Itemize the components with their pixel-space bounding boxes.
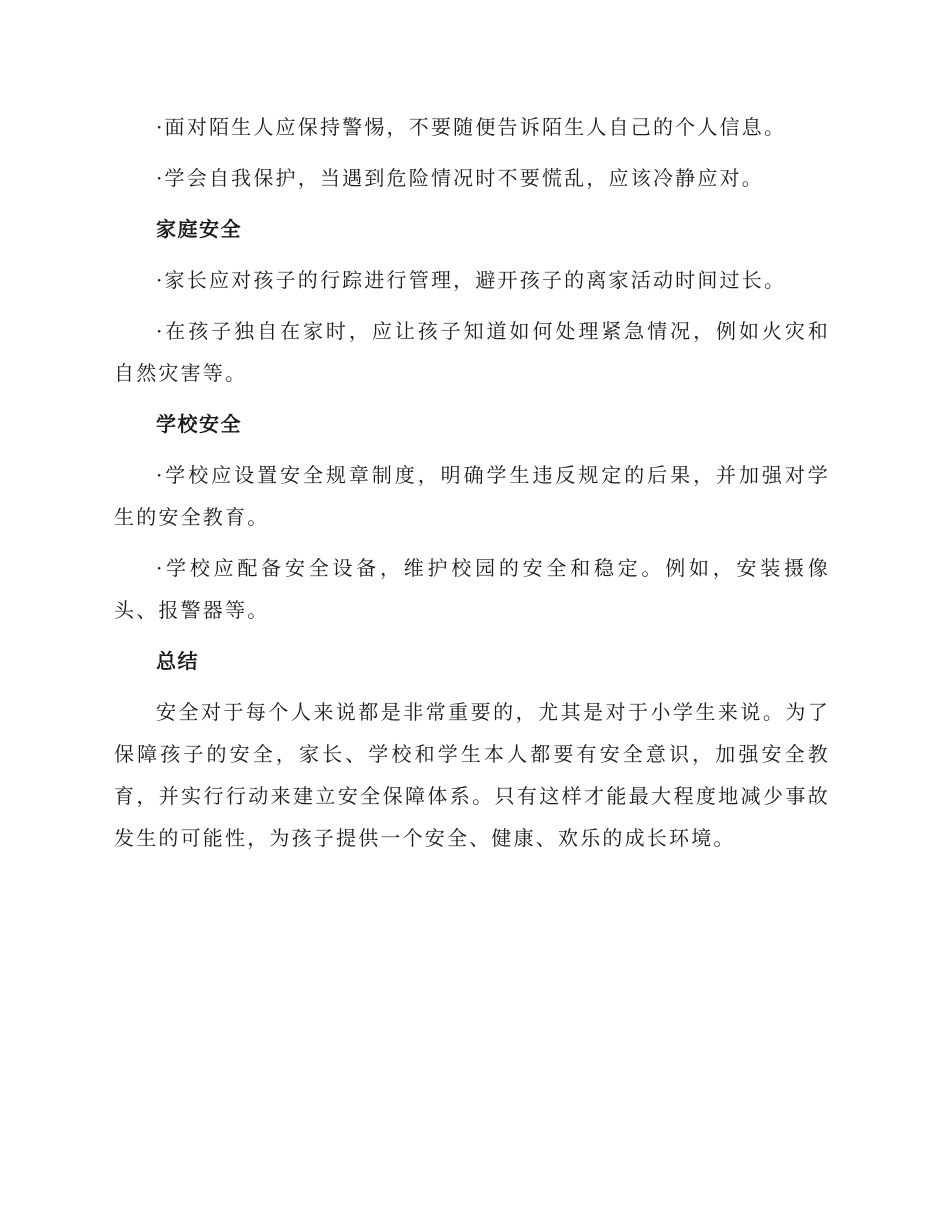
document-page — [114, 106, 830, 868]
heading-family-safety: 家庭安全 — [156, 217, 242, 241]
bullet-stranger-alert: ·面对陌生人应保持警惕，不要随便告诉陌生人自己的个人信息。 — [156, 115, 787, 139]
bullet-school-rules: ·学校应设置安全规章制度，明确学生违反规定的后果，并加强对学生的安全教育。 — [114, 463, 830, 529]
summary-paragraph: 安全对于每个人来说都是非常重要的，尤其是对于小学生来说。为了保障孩子的安全，家长、学校和学生本人都要有安全意识，加强安全教育，并实行行动来建立安全保障体系。只有这样才能最大程度地减少事故发生的可能性，为孩子提供一个安全、健康、欢乐的成长环境。 — [114, 700, 830, 850]
bullet-home-alone: ·在孩子独自在家时，应让孩子知道如何处理紧急情况，例如火灾和自然灾害等。 — [114, 319, 830, 385]
heading-summary: 总结 — [156, 649, 199, 673]
heading-school-safety: 学校安全 — [156, 412, 242, 436]
bullet-school-equipment: ·学校应配备安全设备，维护校园的安全和稳定。例如，安装摄像头、报警器等。 — [114, 556, 830, 622]
bullet-parent-tracking: ·家长应对孩子的行踪进行管理，避开孩子的离家活动时间过长。 — [156, 268, 787, 292]
bullet-self-protection: ·学会自我保护，当遇到危险情况时不要慌乱，应该冷静应对。 — [156, 166, 764, 190]
